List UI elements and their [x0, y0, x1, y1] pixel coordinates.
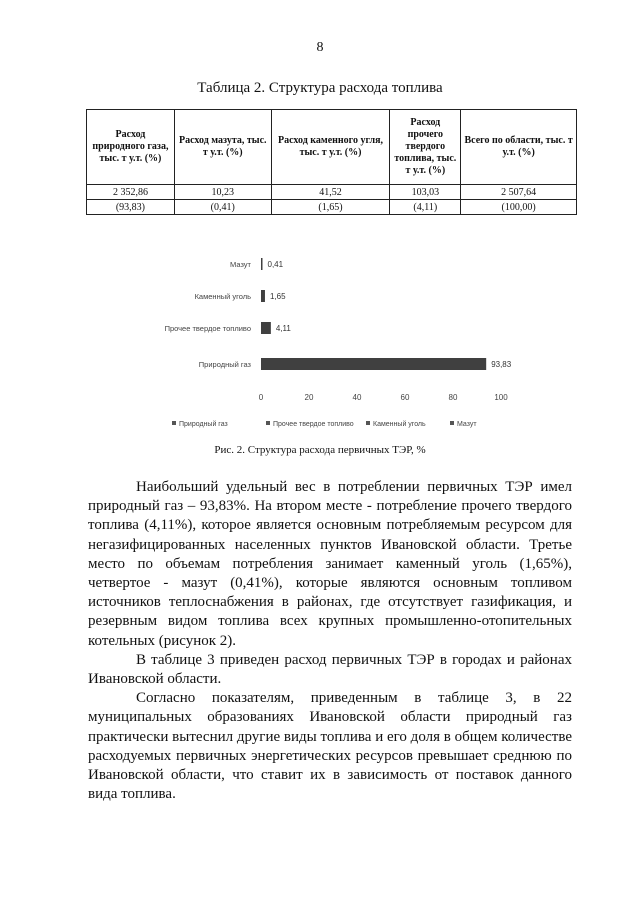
header-total: Всего по области, тыс. т у.т. (%) — [461, 110, 577, 185]
table-title: Таблица 2. Структура расхода топлива — [197, 80, 443, 96]
category-label: Мазут — [230, 260, 251, 269]
table-cell: (100,00) — [461, 200, 577, 215]
table-cell: (4,11) — [390, 200, 461, 215]
x-tick-label: 60 — [400, 393, 410, 402]
bar — [261, 290, 265, 302]
header-natural-gas: Расход природного газа, тыс. т у.т. (%) — [87, 110, 175, 185]
table-cell: 103,03 — [390, 185, 461, 200]
paragraph: Согласно показателям, приведенным в таблице 3, в 22 муниципальных образованиях Ивановской области природный газ практически вытеснил другие виды топлива и его доля в общем количестве расходуемых первичных энергетических ресурсов превышает среднюю по Ивановской области, что ставит их в зависимость от поставок данного вида топлива. — [88, 690, 572, 803]
table-cell: 2 507,64 — [461, 185, 577, 200]
data-label: 1,65 — [269, 292, 286, 301]
data-label: 0,41 — [267, 260, 284, 269]
x-tick-label: 100 — [494, 393, 508, 402]
legend-entry: Мазут — [457, 421, 477, 428]
category-label: Каменный уголь — [194, 292, 251, 301]
paragraph: Наибольший удельный вес в потреблении первичных ТЭР имел природный газ – 93,83%. На втором месте - потребление прочего твердого топлива (4,11%), которое является основным потребляемым ресурсом для негазифицированных населенных пунктов Ивановской области. Третье место по объемам потребления занимает каменный уголь (1,65%), четвертое - мазут (0,41%), которые являются основным топливом источников теплоснабжения в районах, где отсутствует газификация, и резервным видом топлива всех крупных промышленно-отопительных котельных (рисунок 2). — [88, 479, 572, 649]
legend-entry: Прочее твердое топливо — [273, 421, 354, 428]
legend-swatch — [266, 421, 270, 425]
x-tick-label: 40 — [352, 393, 362, 402]
bar — [261, 258, 263, 270]
bar — [261, 358, 486, 370]
table-cell: (1,65) — [271, 200, 390, 215]
fuel-consumption-table — [86, 109, 577, 215]
paragraph: В таблице 3 приведен расход первичных ТЭР в городах и районах Ивановской области. — [88, 651, 572, 688]
legend-swatch — [366, 421, 370, 425]
figure-caption: Рис. 2. Структура расхода первичных ТЭР, % — [214, 444, 426, 456]
x-tick-label: 20 — [304, 393, 314, 402]
table-header-row — [87, 110, 577, 185]
legend-swatch — [450, 421, 454, 425]
page-number: 8 — [316, 40, 324, 55]
legend-entry: Каменный уголь — [373, 421, 426, 428]
table-row — [87, 200, 577, 215]
table-cell: 10,23 — [174, 185, 271, 200]
category-label: Прочее твердое топливо — [164, 324, 251, 333]
x-tick-label: 0 — [258, 393, 264, 402]
table-row — [87, 185, 577, 200]
legend-swatch — [172, 421, 176, 425]
fuel-structure-chart — [140, 240, 540, 440]
body-text — [88, 478, 572, 804]
legend-entry: Природный газ — [179, 421, 228, 428]
table-cell: 41,52 — [271, 185, 390, 200]
table-cell: (0,41) — [174, 200, 271, 215]
header-coal: Расход каменного угля, тыс. т у.т. (%) — [271, 110, 390, 185]
x-tick-label: 80 — [448, 393, 458, 402]
data-label: 4,11 — [275, 324, 291, 333]
table-cell: 2 352,86 — [87, 185, 175, 200]
header-fuel-oil: Расход мазута, тыс. т у.т. (%) — [174, 110, 271, 185]
bar — [261, 322, 271, 334]
category-label: Природный газ — [198, 360, 251, 369]
table-cell: (93,83) — [87, 200, 175, 215]
header-other-solid-fuel: Расход прочего твердого топлива, тыс. т у.т. (%) — [390, 110, 461, 185]
data-label: 93,83 — [491, 360, 512, 369]
